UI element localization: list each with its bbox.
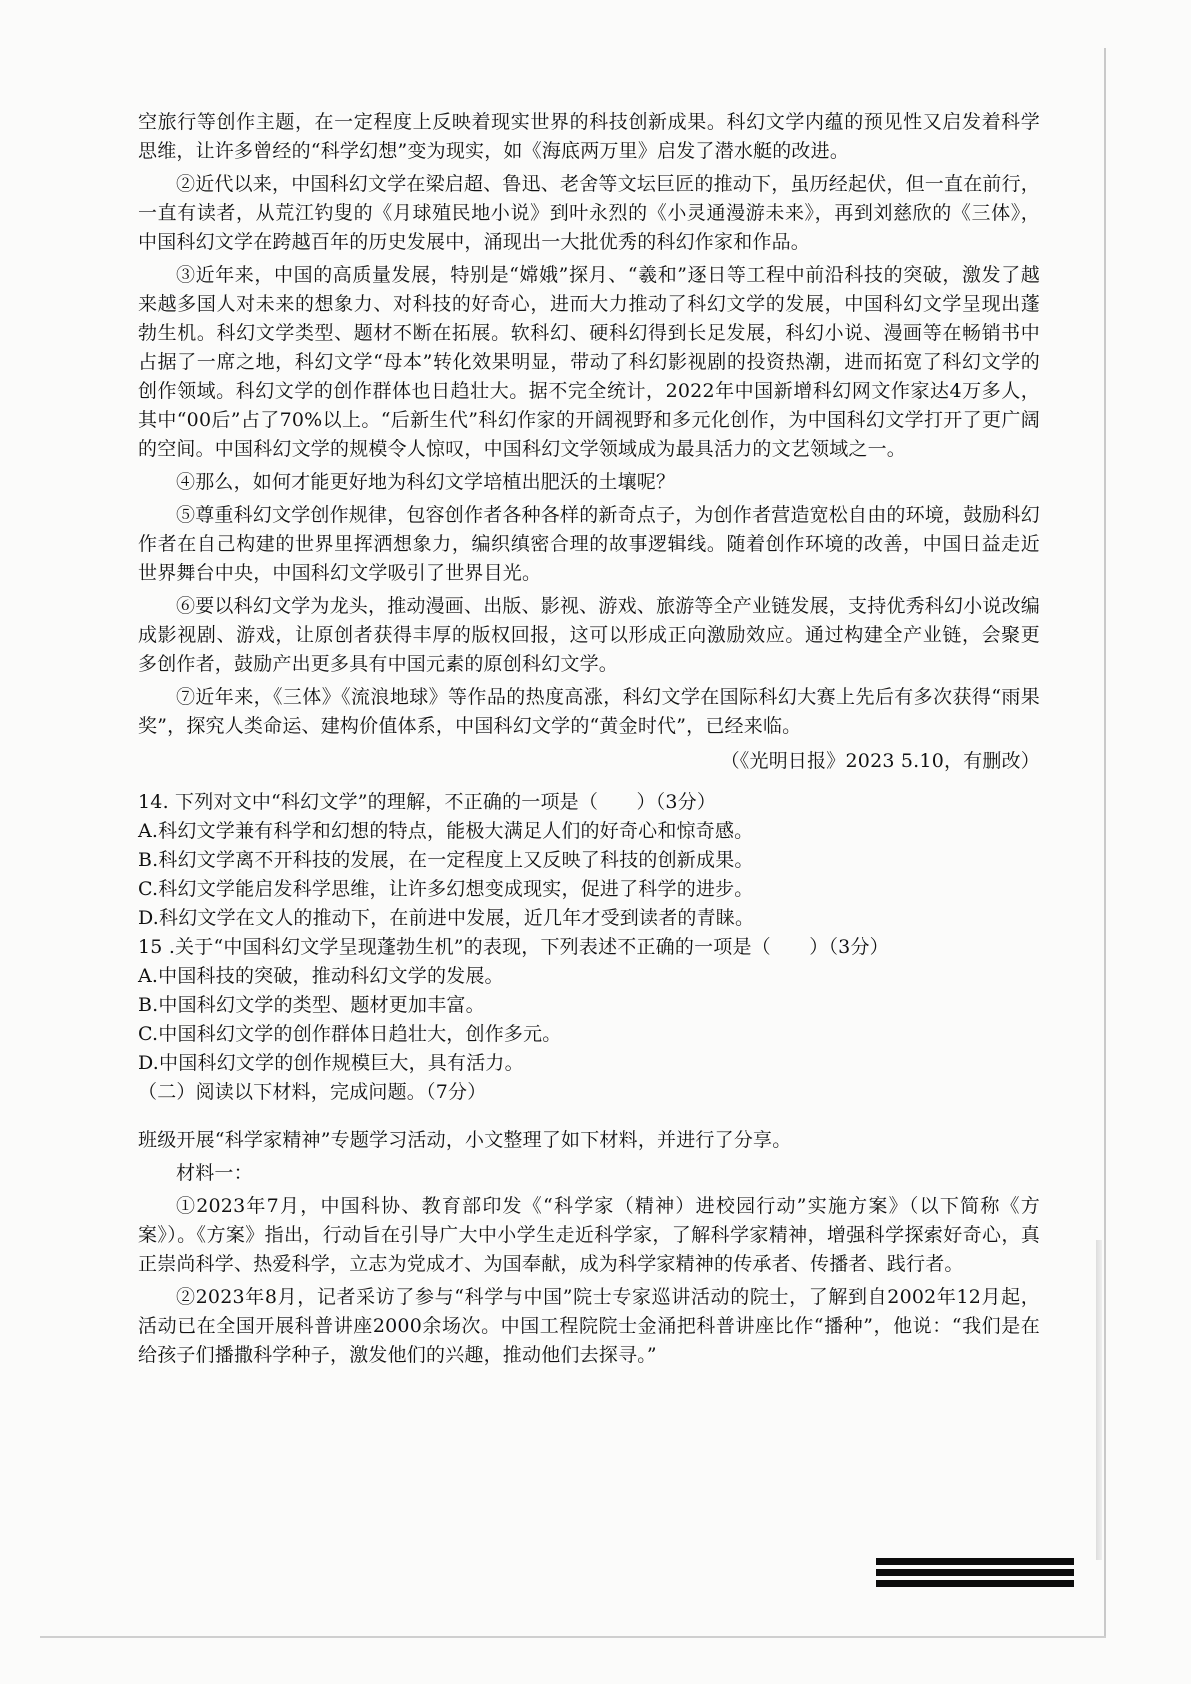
section-2-intro: 班级开展“科学家精神”专题学习活动，小文整理了如下材料，并进行了分享。: [138, 1129, 792, 1151]
article-paragraph-lead: 空旅行等创作主题，在一定程度上反映着现实世界的科技创新成果。科幻文学内蕴的预见性又启发着科学思维，让许多曾经的“科学幻想”变为现实，如《海底两万里》启发了潜水艇的改进。: [138, 111, 1040, 162]
question-15-option-d: D.中国科幻文学的创作规模巨大，具有活力。: [138, 1052, 524, 1074]
material-2-paragraph: ②2023年8月，记者采访了参与“科学与中国”院士专家巡讲活动的院士，了解到自2002年12月起，活动已在全国开展科普讲座2000余场次。中国工程院院士金涌把科普讲座比作“播种”，他说：“我们是在给孩子们播撒科学种子，激发他们的兴趣，推动他们去探寻。”: [138, 1286, 1040, 1366]
scan-bar-mark: [876, 1558, 1074, 1591]
article-paragraph-2: ②近代以来，中国科幻文学在梁启超、鲁迅、老舍等文坛巨匠的推动下，虽历经起伏，但一直在前行，一直有读者，从荒江钓叟的《月球殖民地小说》到叶永烈的《小灵通漫游未来》，再到刘慈欣的《三体》，中国科幻文学在跨越百年的历史发展中，涌现出一大批优秀的科幻作家和作品。: [138, 173, 1041, 253]
article-paragraph-7: ⑦近年来，《三体》《流浪地球》等作品的热度高涨，科幻文学在国际科幻大赛上先后有多次获得“雨果奖”，探究人类命运、建构价值体系，中国科幻文学的“黄金时代”，已经来临。: [138, 686, 1040, 737]
article-source: （《光明日报》2023 5.10，有删改）: [720, 750, 1040, 772]
exam-content: [138, 108, 1040, 1374]
material-1-paragraph: ①2023年7月，中国科协、教育部印发《“科学家（精神）进校园行动”实施方案》（以下简称《方案》）。《方案》指出，行动旨在引导广大中小学生走近科学家，了解科学家精神，增强科学探索好奇心，真正崇尚科学、热爱科学，立志为党成才、为国奉献，成为科学家精神的传承者、传播者、践行者。: [138, 1195, 1040, 1275]
question-14-option-c: C.科幻文学能启发科学思维，让许多幻想变成现实，促进了科学的进步。: [138, 878, 754, 900]
question-15-option-a: A.中国科技的突破，推动科幻文学的发展。: [138, 965, 504, 987]
question-14-option-b: B.科幻文学离不开科技的发展，在一定程度上又反映了科技的创新成果。: [138, 849, 754, 871]
page-edge-bottom: [40, 1636, 1106, 1638]
question-14-option-a: A.科幻文学兼有科学和幻想的特点，能极大满足人们的好奇心和惊奇感。: [138, 820, 754, 842]
section-2-heading: （二）阅读以下材料，完成问题。（7分）: [138, 1081, 487, 1103]
material-label: 材料一：: [176, 1162, 253, 1184]
article-paragraph-5: ⑤尊重科幻文学创作规律，包容创作者各种各样的新奇点子，为创作者营造宽松自由的环境，鼓励科幻作者在自己构建的世界里挥洒想象力，编织缜密合理的故事逻辑线。随着创作环境的改善，中国日益走近世界舞台中央，中国科幻文学吸引了世界目光。: [138, 504, 1041, 584]
page-edge-right: [1104, 48, 1106, 1636]
article-paragraph-6: ⑥要以科幻文学为龙头，推动漫画、出版、影视、游戏、旅游等全产业链发展，支持优秀科幻小说改编成影视剧、游戏，让原创者获得丰厚的版权回报，这可以形成正向激励效应。通过构建全产业链，会聚更多创作者，鼓励产出更多具有中国元素的原创科幻文学。: [138, 595, 1041, 675]
question-15-option-b: B.中国科幻文学的类型、题材更加丰富。: [138, 994, 485, 1016]
article-paragraph-4: ④那么，如何才能更好地为科幻文学培植出肥沃的土壤呢？: [176, 471, 676, 493]
article-paragraph-3: ③近年来，中国的高质量发展，特别是“嫦娥”探月、“羲和”逐日等工程中前沿科技的突破，激发了越来越多国人对未来的想象力、对科技的好奇心，进而大力推动了科幻文学的发展，中国科幻文学呈现出蓬勃生机。科幻文学类型、题材不断在拓展。软科幻、硬科幻得到长足发展，科幻小说、漫画等在畅销书中占据了一席之地，科幻文学“母本”转化效果明显，带动了科幻影视剧的投资热潮，进而拓宽了科幻文学的创作领域。科幻文学的创作群体也日趋壮大。据不完全统计，2022年中国新增科幻网文作家达4万多人，其中“00后”占了70%以上。“后新生代”科幻作家的开阔视野和多元化创作，为中国科幻文学打开了更广阔的空间。中国科幻文学的规模令人惊叹，中国科幻文学领域成为最具活力的文艺领域之一。: [138, 264, 1040, 460]
question-15-option-c: C.中国科幻文学的创作群体日趋壮大，创作多元。: [138, 1023, 562, 1045]
edge-shadow: [1096, 1240, 1102, 1560]
question-14-stem: 14. 下列对文中“科幻文学”的理解，不正确的一项是（ ）（3分）: [138, 791, 717, 813]
question-14-option-d: D.科幻文学在文人的推动下，在前进中发展，近几年才受到读者的青睐。: [138, 907, 755, 929]
question-15-stem: 15 .关于“中国科幻文学呈现蓬勃生机”的表现，下列表述不正确的一项是（ ）（3分）: [138, 936, 889, 958]
